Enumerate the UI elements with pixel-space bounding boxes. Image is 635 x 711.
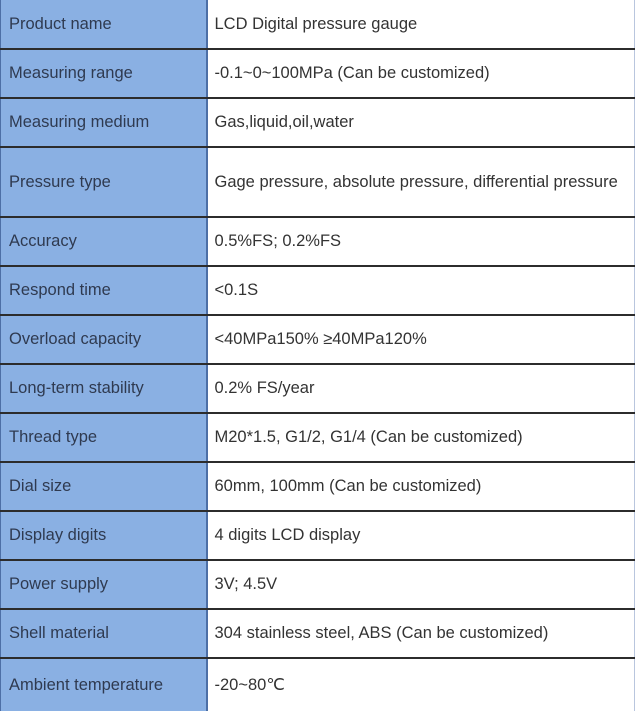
row-value: 0.2% FS/year (207, 364, 635, 413)
row-label: Ambient temperature (1, 658, 207, 711)
row-label: Shell material (1, 609, 207, 658)
row-value: <40MPa150% ≥40MPa120% (207, 315, 635, 364)
row-label: Power supply (1, 560, 207, 609)
table-row (1, 98, 635, 147)
table-row (1, 217, 635, 266)
table-row (1, 315, 635, 364)
table-row (1, 658, 635, 711)
row-label: Dial size (1, 462, 207, 511)
row-label: Thread type (1, 413, 207, 462)
row-label: Product name (1, 0, 207, 49)
row-value: 4 digits LCD display (207, 511, 635, 560)
table-row (1, 364, 635, 413)
row-label: Display digits (1, 511, 207, 560)
row-label: Measuring range (1, 49, 207, 98)
row-label: Overload capacity (1, 315, 207, 364)
row-label: Respond time (1, 266, 207, 315)
row-value: M20*1.5, G1/2, G1/4 (Can be customized) (207, 413, 635, 462)
row-value: 3V; 4.5V (207, 560, 635, 609)
table-row (1, 560, 635, 609)
table-row (1, 147, 635, 217)
row-label: Accuracy (1, 217, 207, 266)
table-row (1, 511, 635, 560)
table-row (1, 0, 635, 49)
row-label: Pressure type (1, 147, 207, 217)
row-value: LCD Digital pressure gauge (207, 0, 635, 49)
row-value: 304 stainless steel, ABS (Can be customized) (207, 609, 635, 658)
row-value: 60mm, 100mm (Can be customized) (207, 462, 635, 511)
row-value: -20~80℃ (207, 658, 635, 711)
table-row (1, 413, 635, 462)
table-row (1, 462, 635, 511)
table-row (1, 266, 635, 315)
table-row (1, 609, 635, 658)
row-value: 0.5%FS; 0.2%FS (207, 217, 635, 266)
row-value: Gage pressure, absolute pressure, differential pressure (207, 147, 635, 217)
row-label: Long-term stability (1, 364, 207, 413)
table-row (1, 49, 635, 98)
row-value: -0.1~0~100MPa (Can be customized) (207, 49, 635, 98)
row-label: Measuring medium (1, 98, 207, 147)
row-value: <0.1S (207, 266, 635, 315)
row-value: Gas,liquid,oil,water (207, 98, 635, 147)
